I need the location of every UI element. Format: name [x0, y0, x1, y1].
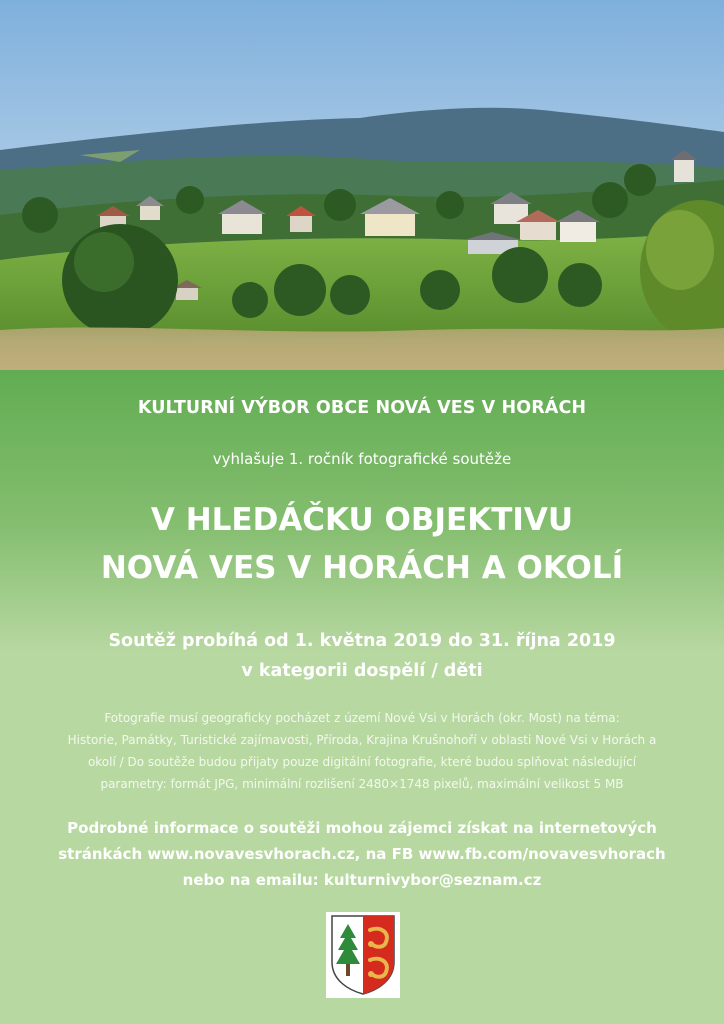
coat-of-arms-icon	[326, 912, 400, 998]
announcement-line: vyhlašuje 1. ročník fotografické soutěže	[212, 450, 512, 468]
contest-title-line-1: V HLEDÁČKU OBJEKTIVU	[150, 502, 574, 538]
rules-line-2: Historie, Památky, Turistické zajímavosti, Příroda, Krajina Krušnohoří v oblasti Nové Vsi v Horách a	[67, 733, 657, 747]
landscape-photo	[0, 0, 724, 370]
contest-title	[0, 496, 724, 592]
rules-line-4: parametry: formát JPG, minimální rozlišení 2480×1748 pixelů, maximální velikost 5 MB	[100, 777, 624, 791]
contest-period	[0, 626, 724, 686]
rules-line-1: Fotografie musí geograficky pocházet z území Nové Vsi v Horách (okr. Most) na téma:	[104, 711, 620, 725]
info-line-1: Podrobné informace o soutěži mohou zájemci získat na internetových	[67, 819, 657, 837]
contest-title-line-2: NOVÁ VES V HORÁCH A OKOLÍ	[100, 550, 624, 586]
committee-heading: KULTURNÍ VÝBOR OBCE NOVÁ VES V HORÁCH	[137, 398, 587, 418]
rules-line-3: okolí / Do soutěže budou přijaty pouze digitální fotografie, které budou splňovat následující	[87, 755, 637, 769]
contest-dates: Soutěž probíhá od 1. května 2019 do 31. října 2019	[108, 631, 616, 651]
contest-rules	[18, 707, 706, 795]
info-line-2: stránkách www.novavesvhorach.cz, na FB www.fb.com/novavesvhorach	[58, 845, 666, 863]
contest-category: v kategorii dospělí / děti	[241, 661, 483, 681]
contact-info	[0, 815, 724, 893]
announcement-text-area	[0, 370, 724, 1024]
info-line-3: nebo na emailu: kulturnivybor@seznam.cz	[182, 871, 542, 889]
